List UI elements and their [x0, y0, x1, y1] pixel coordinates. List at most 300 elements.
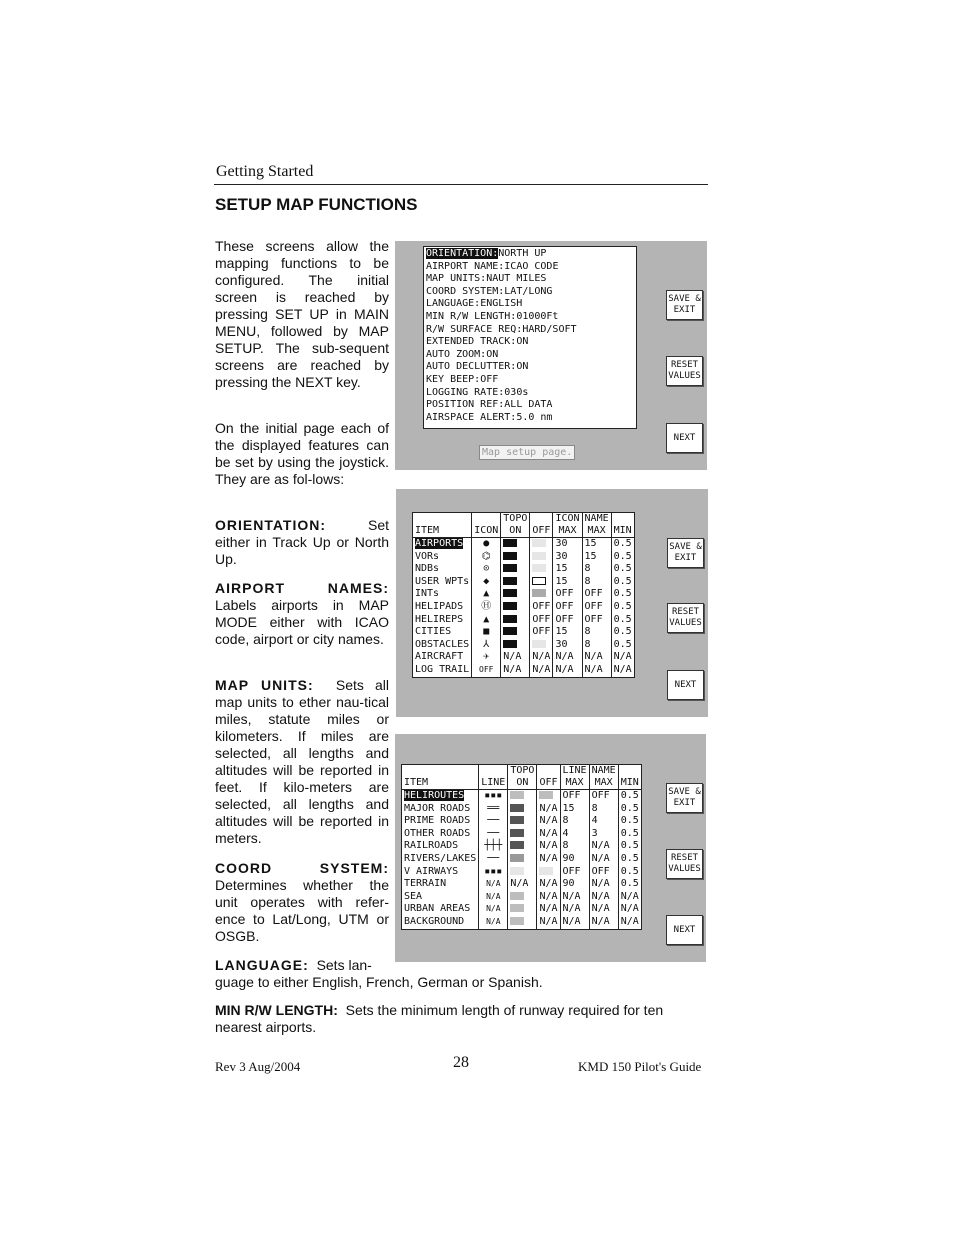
topo-on-cell [508, 840, 537, 853]
item-name [402, 828, 479, 841]
setting-label: AUTO DECLUTTER: [426, 361, 517, 373]
topo-off-cell [537, 866, 560, 879]
setting-label: ORIENTATION: [426, 248, 499, 259]
color-swatch [510, 829, 524, 837]
color-swatch [532, 564, 546, 572]
header-cell: MAX [582, 525, 611, 538]
header-row [413, 525, 634, 538]
item-label: V AIRWAYS [404, 865, 459, 877]
cell-text: N/A [510, 878, 529, 890]
save-exit-button[interactable]: SAVE & EXIT [667, 538, 704, 568]
header-cell: ON [508, 777, 537, 790]
min-cell: 0.5 [611, 601, 634, 614]
symbol-icon: ══ [487, 802, 500, 814]
setting-label: AUTO ZOOM: [426, 348, 487, 360]
save-exit-button[interactable]: SAVE & EXIT [666, 290, 703, 320]
table-row[interactable] [402, 815, 641, 828]
symbol-cell [472, 588, 501, 601]
header-cell: ICON [472, 525, 501, 538]
cell-text: N/A [532, 663, 551, 675]
symbol-icon: ● [483, 538, 490, 549]
footer-guide-title: KMD 150 Pilot's Guide [578, 1059, 702, 1074]
item-name [402, 916, 479, 929]
header-cell [402, 765, 479, 777]
symbol-cell [479, 866, 508, 879]
figure-caption: Map setup page. [479, 445, 575, 460]
min-cell: N/A [618, 891, 641, 904]
header-cell: TOPO [508, 765, 537, 777]
table-row[interactable] [413, 639, 634, 652]
setting-value: ENGLISH [480, 298, 523, 310]
item-label: AIRPORTS [415, 538, 464, 549]
name-max-cell: N/A [582, 664, 611, 677]
name-max-cell: N/A [589, 878, 618, 891]
topo-off-cell [537, 828, 560, 841]
name-max-cell: 8 [589, 803, 618, 816]
topo-off-cell [530, 563, 553, 576]
header-cell: ITEM [402, 777, 479, 790]
header-cell: MIN [611, 525, 634, 538]
setting-label: POSITION REF: [426, 399, 505, 411]
cell-text: OFF [532, 613, 551, 625]
max-cell: 30 [553, 551, 582, 564]
setting-row[interactable] [426, 361, 636, 374]
table-row[interactable] [413, 576, 634, 589]
table-row[interactable] [402, 878, 641, 891]
header-cell: ITEM [413, 525, 472, 538]
item-label: VORs [415, 550, 440, 562]
topo-off-cell [530, 626, 553, 639]
min-cell: 0.5 [618, 878, 641, 891]
topo-off-cell [530, 538, 553, 551]
name-max-cell: OFF [582, 614, 611, 627]
item-name [402, 840, 479, 853]
topo-on-cell [501, 563, 530, 576]
name-max-cell: 15 [582, 538, 611, 551]
symbol-cell [479, 853, 508, 866]
item-label: NDBs [415, 563, 440, 575]
color-swatch [510, 892, 524, 900]
header-cell [530, 513, 553, 525]
topo-off-cell [537, 803, 560, 816]
color-swatch [510, 867, 524, 875]
item-label: USER WPTs [415, 575, 470, 587]
topo-off-cell [530, 588, 553, 601]
header-row-top [413, 513, 634, 525]
item-label: RIVERS/LAKES [404, 852, 477, 864]
symbol-cell [479, 790, 508, 803]
min-cell: 0.5 [618, 815, 641, 828]
symbol-cell [472, 538, 501, 551]
reset-values-button[interactable]: RESET VALUES [666, 356, 703, 386]
term-min-rw-length: MIN R/W LENGTH: Sets the minimum length of runway required for ten nearest airports. [215, 1002, 664, 1035]
item-name [413, 538, 472, 551]
next-button[interactable]: NEXT [667, 670, 704, 700]
item-name [413, 614, 472, 627]
term-coord-system: COORD SYSTEM: Determines whether the unit operates with refer-ence to Lat/Long, UTM or OSGB. [215, 860, 389, 944]
name-max-cell: OFF [589, 790, 618, 803]
setting-value: ALL DATA [504, 399, 553, 411]
setting-label: AIRPORT NAME: [426, 260, 505, 272]
symbol-icon: Ⓗ [481, 600, 492, 612]
color-swatch [532, 589, 546, 597]
min-cell: 0.5 [611, 588, 634, 601]
item-label: INTs [415, 588, 440, 600]
topo-on-cell [501, 626, 530, 639]
item-name [402, 866, 479, 879]
min-cell: 0.5 [611, 551, 634, 564]
color-swatch [510, 791, 524, 799]
header-cell: LINE [560, 765, 589, 777]
symbol-icon: ◆ [483, 575, 490, 587]
max-cell: 4 [560, 828, 589, 841]
symbol-icon: OFF [479, 664, 494, 674]
item-label: HELIPADS [415, 600, 464, 612]
setting-row[interactable] [426, 324, 636, 337]
color-swatch [510, 917, 524, 925]
setting-label: KEY BEEP: [426, 373, 481, 385]
cell-text: N/A [539, 852, 558, 864]
setting-row[interactable] [426, 399, 636, 412]
name-max-cell: OFF [589, 866, 618, 879]
topo-on-cell [508, 903, 537, 916]
min-cell: N/A [618, 916, 641, 929]
topo-off-cell [530, 576, 553, 589]
color-swatch [532, 539, 546, 547]
setting-row[interactable] [426, 349, 636, 362]
item-name [413, 576, 472, 589]
topo-on-cell [508, 916, 537, 929]
symbol-icon: ✈ [483, 651, 490, 663]
symbol-cell [472, 576, 501, 589]
table-row[interactable] [413, 563, 634, 576]
symbol-icon: ■ [483, 626, 490, 638]
max-cell: OFF [553, 601, 582, 614]
color-swatch [503, 627, 517, 635]
topo-off-cell [537, 916, 560, 929]
icon-setup-table-frame [412, 512, 635, 678]
intro-paragraph-1: These screens allow the mapping functions to be configured. The initial screen is reached by pressing SET UP in MAIN MENU, followed by MAP SETUP. The sub-sequent screens are reached by pressing the NEXT key. [215, 238, 389, 390]
symbol-cell [479, 828, 508, 841]
topo-off-cell [537, 878, 560, 891]
setting-value: ON [486, 348, 499, 360]
line-setup-table [402, 765, 641, 929]
item-label: AIRCRAFT [415, 651, 464, 663]
color-swatch [532, 640, 546, 648]
table-row[interactable] [402, 790, 641, 803]
topo-on-cell [508, 878, 537, 891]
setting-row[interactable] [426, 298, 636, 311]
topo-on-cell [501, 601, 530, 614]
setting-value: LAT/LONG [504, 285, 553, 297]
item-name [413, 664, 472, 677]
item-label: RAILROADS [404, 840, 459, 852]
cell-text: N/A [539, 802, 558, 814]
term-airport-names: AIRPORT NAMES: Labels airports in MAP MODE either with ICAO code, airport or city names. [215, 580, 389, 647]
topo-on-cell [501, 664, 530, 677]
item-label: MAJOR ROADS [404, 802, 471, 814]
min-cell: N/A [611, 664, 634, 677]
header-cell: NAME [582, 513, 611, 525]
symbol-icon: ▲ [483, 588, 490, 600]
topo-on-cell [501, 651, 530, 664]
item-name [402, 815, 479, 828]
table-row[interactable] [413, 601, 634, 614]
table-row[interactable] [402, 853, 641, 866]
topo-on-cell [501, 576, 530, 589]
item-name [413, 601, 472, 614]
symbol-icon: N/A [486, 879, 501, 889]
header-cell: MAX [560, 777, 589, 790]
header-cell [413, 513, 472, 525]
topo-on-cell [508, 866, 537, 879]
min-cell: 0.5 [611, 538, 634, 551]
name-max-cell: N/A [589, 916, 618, 929]
header-cell: OFF [537, 777, 560, 790]
term-map-units: MAP UNITS: Sets all map units to ether nau-tical miles, statute miles or kilometers. If miles are selected, all lengths and altitudes will be reported in feet. If kilo-meters are selected, all lengths and altitudes will be reported in meters. [215, 677, 389, 846]
color-swatch [503, 577, 517, 585]
cell-text: N/A [539, 878, 558, 890]
line-setup-table-frame [401, 764, 642, 930]
header-cell [611, 513, 634, 525]
color-swatch [510, 841, 524, 849]
table-row[interactable] [413, 664, 634, 677]
next-button[interactable]: NEXT [666, 423, 703, 453]
table-row[interactable] [402, 866, 641, 879]
min-cell: 0.5 [611, 563, 634, 576]
max-cell: 30 [553, 538, 582, 551]
min-cell: 0.5 [618, 790, 641, 803]
name-max-cell: 8 [582, 576, 611, 589]
max-cell: 90 [560, 853, 589, 866]
setting-value: HARD/SOFT [522, 323, 577, 335]
table-row[interactable] [402, 840, 641, 853]
symbol-icon: ▪▪▪ [484, 790, 503, 801]
header-row-top [402, 765, 641, 777]
topo-off-cell [537, 840, 560, 853]
topo-on-cell [501, 639, 530, 652]
symbol-cell [479, 903, 508, 916]
name-max-cell: 15 [582, 551, 611, 564]
next-button[interactable]: NEXT [666, 915, 703, 945]
color-swatch [503, 539, 517, 547]
symbol-icon: ⌬ [481, 550, 491, 562]
symbol-icon: ── [487, 815, 500, 827]
topo-off-cell [537, 891, 560, 904]
topo-off-cell [530, 651, 553, 664]
min-cell: 0.5 [611, 614, 634, 627]
topo-on-cell [508, 790, 537, 803]
setting-row[interactable] [426, 387, 636, 400]
table-row[interactable] [413, 588, 634, 601]
symbol-cell [472, 601, 501, 614]
color-swatch [510, 816, 524, 824]
color-swatch [503, 552, 517, 560]
reset-values-button[interactable]: RESET VALUES [667, 603, 704, 633]
table-row[interactable] [402, 903, 641, 916]
header-cell: MAX [553, 525, 582, 538]
item-name [402, 891, 479, 904]
header-cell [537, 765, 560, 777]
header-cell: MIN [618, 777, 641, 790]
topo-on-cell [501, 538, 530, 551]
item-name [413, 588, 472, 601]
setting-label: MIN R/W LENGTH: [426, 310, 517, 322]
outline-swatch [532, 577, 546, 585]
topo-on-cell [508, 815, 537, 828]
symbol-cell [479, 878, 508, 891]
header-cell: ON [501, 525, 530, 538]
setting-row[interactable] [426, 412, 636, 425]
symbol-cell [479, 803, 508, 816]
topo-on-cell [501, 588, 530, 601]
symbol-cell [472, 563, 501, 576]
max-cell: 30 [553, 639, 582, 652]
item-name [413, 551, 472, 564]
setting-row[interactable] [426, 286, 636, 299]
max-cell: OFF [553, 614, 582, 627]
header-row [402, 777, 641, 790]
item-name [402, 903, 479, 916]
name-max-cell: N/A [589, 891, 618, 904]
name-max-cell: OFF [582, 588, 611, 601]
setting-label: LOGGING RATE: [426, 386, 505, 398]
header-cell: OFF [530, 525, 553, 538]
setting-row[interactable] [426, 273, 636, 286]
min-cell: 0.5 [611, 576, 634, 589]
symbol-icon: N/A [486, 904, 501, 914]
topo-on-cell [508, 803, 537, 816]
reset-values-button[interactable]: RESET VALUES [666, 849, 703, 879]
min-cell: 0.5 [618, 853, 641, 866]
max-cell: OFF [560, 790, 589, 803]
min-cell: 0.5 [611, 639, 634, 652]
name-max-cell: 8 [582, 563, 611, 576]
table-row[interactable] [413, 626, 634, 639]
symbol-icon: ▪▪▪ [484, 865, 503, 877]
name-max-cell: N/A [589, 903, 618, 916]
setting-row[interactable] [426, 336, 636, 349]
item-name [413, 651, 472, 664]
topo-off-cell [537, 903, 560, 916]
header-cell: TOPO [501, 513, 530, 525]
setting-row[interactable] [426, 248, 636, 261]
topo-on-cell [508, 853, 537, 866]
setting-value: NORTH UP [498, 248, 547, 259]
item-label: URBAN AREAS [404, 903, 471, 915]
cell-text: N/A [503, 651, 522, 663]
name-max-cell: OFF [582, 601, 611, 614]
min-cell: N/A [618, 903, 641, 916]
header-cell: NAME [589, 765, 618, 777]
section-header: Getting Started [216, 163, 314, 180]
header-rule [214, 184, 708, 185]
color-swatch [503, 564, 517, 572]
color-swatch [503, 640, 517, 648]
name-max-cell: N/A [589, 840, 618, 853]
topo-on-cell [501, 614, 530, 627]
setting-row[interactable] [426, 261, 636, 274]
topo-on-cell [501, 551, 530, 564]
cell-text: N/A [539, 840, 558, 852]
max-cell: 15 [560, 803, 589, 816]
color-swatch [532, 552, 546, 560]
table-row[interactable] [402, 916, 641, 929]
save-exit-button[interactable]: SAVE & EXIT [666, 783, 703, 813]
item-name [413, 639, 472, 652]
setting-value: ON [516, 336, 529, 348]
topo-off-cell [537, 815, 560, 828]
max-cell: 8 [560, 815, 589, 828]
table-row[interactable] [413, 551, 634, 564]
topo-on-cell [508, 828, 537, 841]
max-cell: N/A [560, 916, 589, 929]
item-name [402, 878, 479, 891]
item-name [402, 790, 479, 803]
max-cell: N/A [560, 891, 589, 904]
table-row[interactable] [402, 803, 641, 816]
symbol-cell [472, 651, 501, 664]
color-swatch [503, 615, 517, 623]
setting-row[interactable] [426, 311, 636, 324]
setting-value: 030s [504, 386, 529, 398]
symbol-cell [472, 639, 501, 652]
min-cell: N/A [611, 651, 634, 664]
min-cell: 0.5 [618, 803, 641, 816]
setting-value: NAUT MILES [486, 273, 547, 285]
footer-revision: Rev 3 Aug/2004 [215, 1059, 301, 1074]
setting-value: 01000Ft [516, 310, 559, 322]
cell-text: N/A [539, 903, 558, 915]
name-max-cell: 4 [589, 815, 618, 828]
name-max-cell: 3 [589, 828, 618, 841]
cell-text: N/A [539, 915, 558, 927]
table-row[interactable] [402, 891, 641, 904]
map-setup-list [423, 246, 637, 429]
min-cell: 0.5 [611, 626, 634, 639]
item-label: OBSTACLES [415, 638, 470, 650]
icon-setup-table [413, 513, 634, 677]
max-cell: 15 [553, 626, 582, 639]
color-swatch [539, 867, 553, 875]
table-row[interactable] [413, 614, 634, 627]
setting-label: LANGUAGE: [426, 298, 481, 310]
cell-text: N/A [532, 651, 551, 663]
table-row[interactable] [402, 828, 641, 841]
max-cell: N/A [560, 903, 589, 916]
symbol-cell [479, 891, 508, 904]
header-cell: ICON [553, 513, 582, 525]
symbol-cell [472, 664, 501, 677]
setting-label: MAP UNITS: [426, 273, 487, 285]
topo-off-cell [537, 790, 560, 803]
setting-row[interactable] [426, 374, 636, 387]
min-cell: 0.5 [618, 840, 641, 853]
item-label: HELIROUTES [404, 790, 465, 801]
color-swatch [503, 602, 517, 610]
page-title: SETUP MAP FUNCTIONS [215, 195, 418, 214]
table-row[interactable] [413, 538, 634, 551]
topo-off-cell [530, 639, 553, 652]
item-name [402, 853, 479, 866]
term-language: LANGUAGE: Sets lan- [215, 957, 372, 973]
symbol-cell [472, 626, 501, 639]
page-number: 28 [453, 1054, 469, 1071]
header-cell [472, 513, 501, 525]
table-row[interactable] [413, 651, 634, 664]
symbol-icon: ── [487, 852, 500, 864]
item-label: PRIME ROADS [404, 815, 471, 827]
